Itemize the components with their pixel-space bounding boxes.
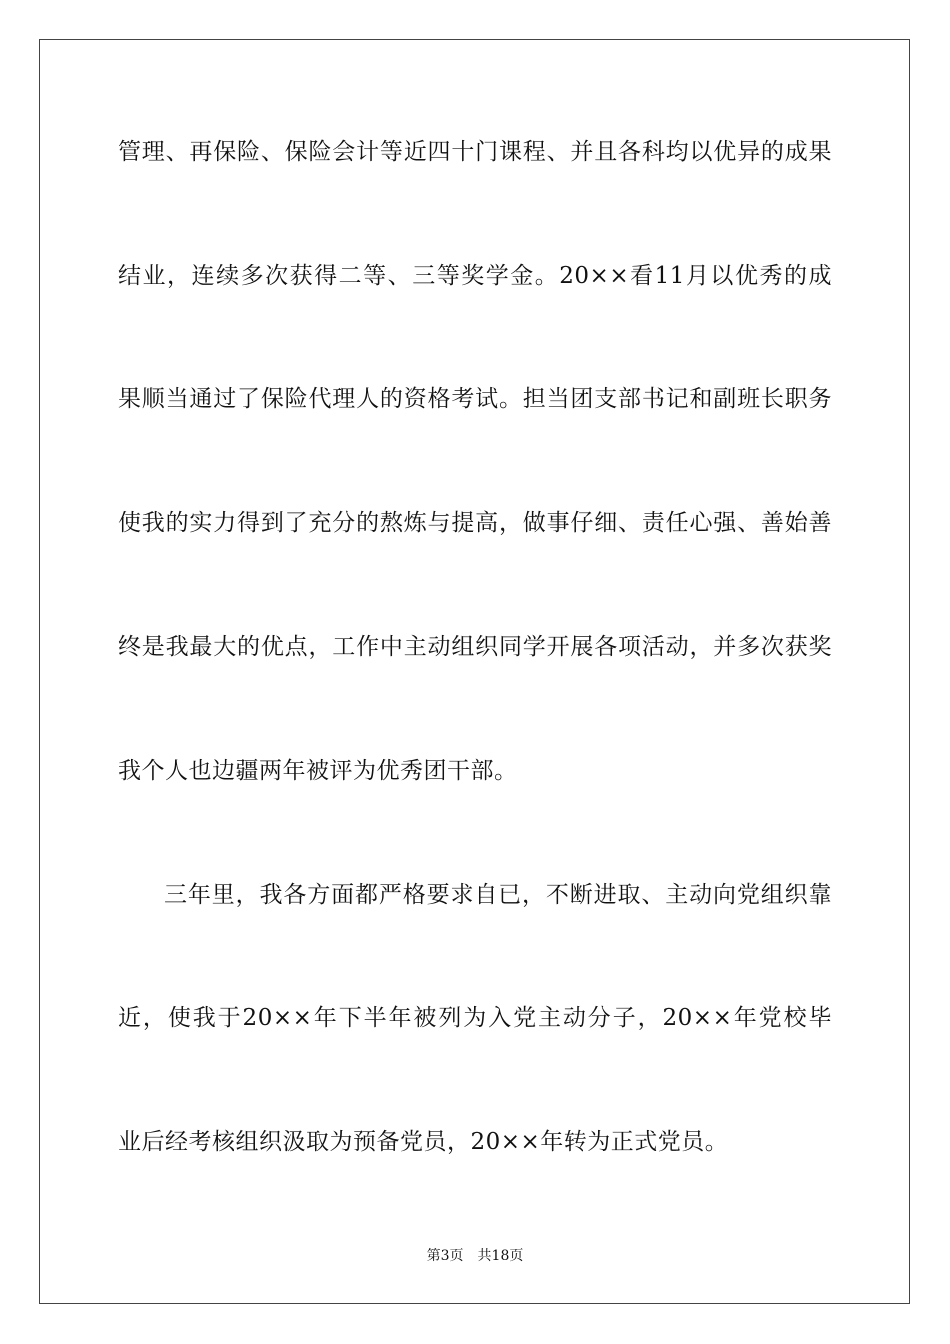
text-line-1: 管理、再保险、保险会计等近四十门课程、并且各科均以优异的成果 bbox=[118, 139, 832, 165]
text-line-9: 业后经考核组织汲取为预备党员，20××年转为正式党员。 bbox=[118, 1129, 729, 1155]
text-line-3: 果顺当通过了保险代理人的资格考试。担当团支部书记和副班长职务 bbox=[118, 386, 832, 412]
text-line-6: 我个人也边疆两年被评为优秀团干部。 bbox=[118, 758, 518, 784]
page-total: 共18页 bbox=[477, 1248, 524, 1264]
text-line-5: 终是我最大的优点，工作中主动组织同学开展各项活动，并多次获奖 bbox=[118, 634, 832, 660]
text-line-8: 近，使我于20××年下半年被列为入党主动分子，20××年党校毕 bbox=[118, 1005, 832, 1031]
page-number: 第3页 bbox=[426, 1248, 464, 1264]
text-line-2: 结业，连续多次获得二等、三等奖学金。20××看11月以优秀的成 bbox=[118, 263, 832, 289]
text-line-4: 使我的实力得到了充分的熬炼与提高，做事仔细、责任心强、善始善 bbox=[118, 510, 832, 536]
page-footer bbox=[0, 1247, 950, 1265]
text-line-7: 三年里，我各方面都严格要求自已，不断进取、主动向党组织靠 bbox=[164, 882, 832, 908]
page-border bbox=[39, 39, 910, 1304]
